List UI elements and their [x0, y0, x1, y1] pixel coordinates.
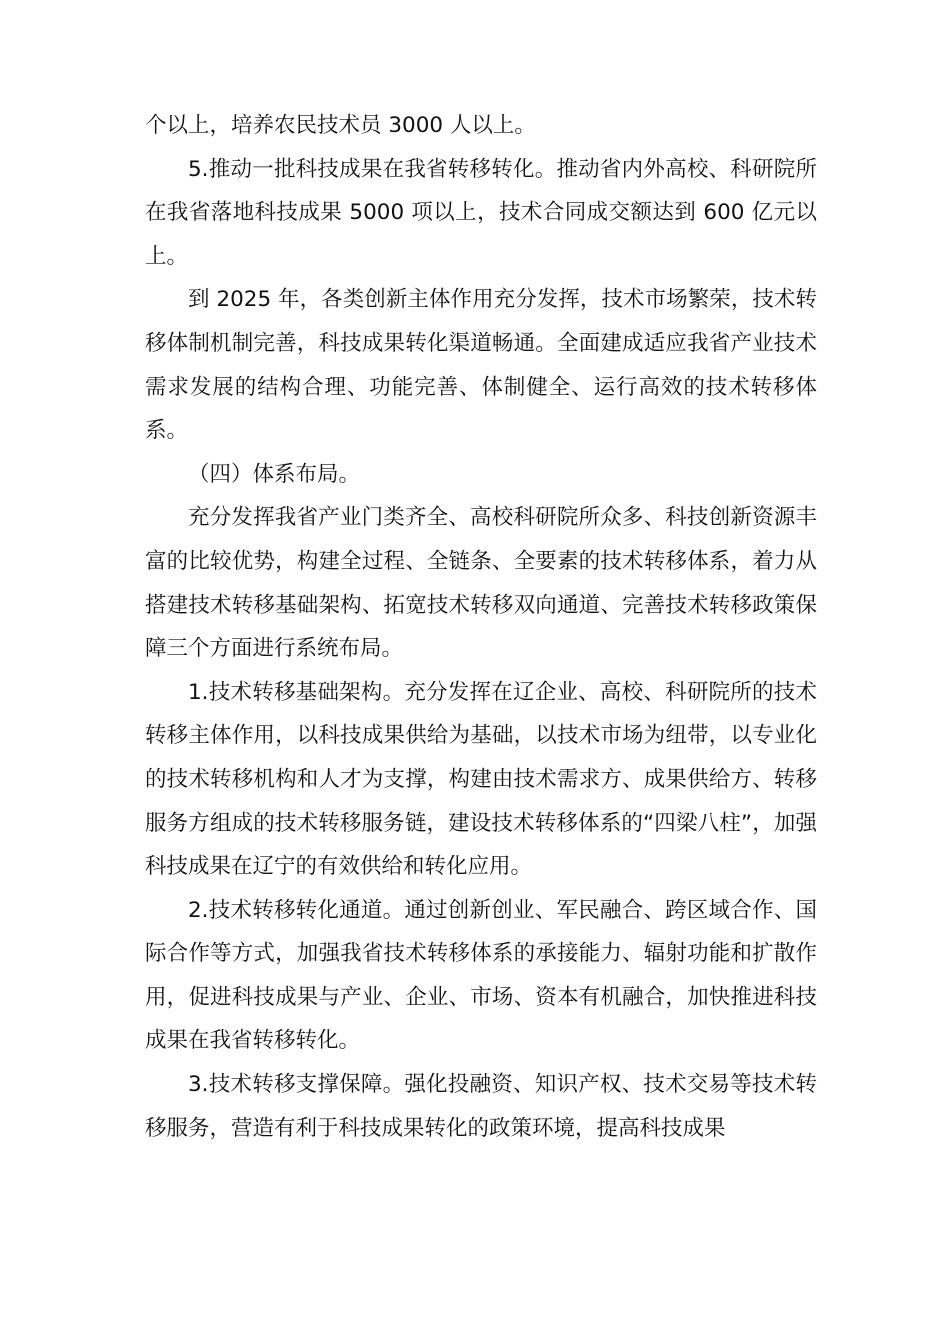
paragraph-item-2: 2.技术转移转化通道。通过创新创业、军民融合、跨区域合作、国际合作等方式，加强我省技术转移体系的承接能力、辐射功能和扩散作用，促进科技成果与产业、企业、市场、资本有机融合，加快推进科技成果在我省转移转化。: [145, 897, 817, 1054]
paragraph-item-3: 3.技术转移支撑保障。强化投融资、知识产权、技术交易等技术转移服务，营造有利于科技成果转化的政策环境，提高科技成果: [145, 1072, 817, 1141]
paragraph-item-1: 1.技术转移基础架构。充分发挥在辽企业、高校、科研院所的技术转移主体作用，以科技成果供给为基础，以技术市场为纽带，以专业化的技术转移机构和人才为支撑，构建由技术需求方、成果供给方、转移服务方组成的技术转移服务链，建设技术转移体系的“四梁八柱”，加强科技成果在辽宁的有效供给和转化应用。: [145, 679, 817, 880]
paragraph-2025-goal: 到 2025 年，各类创新主体作用充分发挥，技术市场繁荣，技术转移体制机制完善，科技成果转化渠道畅通。全面建成适应我省产业技术需求发展的结构合理、功能完善、体制健全、运行高效的技术转移体系。: [145, 287, 817, 444]
paragraph-item-5: 5.推动一批科技成果在我省转移转化。推动省内外高校、科研院所在我省落地科技成果 5000 项以上，技术合同成交额达到 600 亿元以上。: [145, 156, 817, 269]
paragraph-layout-intro: 充分发挥我省产业门类齐全、高校科研院所众多、科技创新资源丰富的比较优势，构建全过程、全链条、全要素的技术转移体系，着力从搭建技术转移基础架构、拓宽技术转移双向通道、完善技术转移政策保障三个方面进行系统布局。: [145, 505, 817, 662]
section-heading-system-layout: （四）体系布局。: [188, 461, 361, 487]
document-body: [145, 104, 817, 1150]
paragraph-continuation: 个以上，培养农民技术员 3000 人以上。: [145, 113, 536, 138]
